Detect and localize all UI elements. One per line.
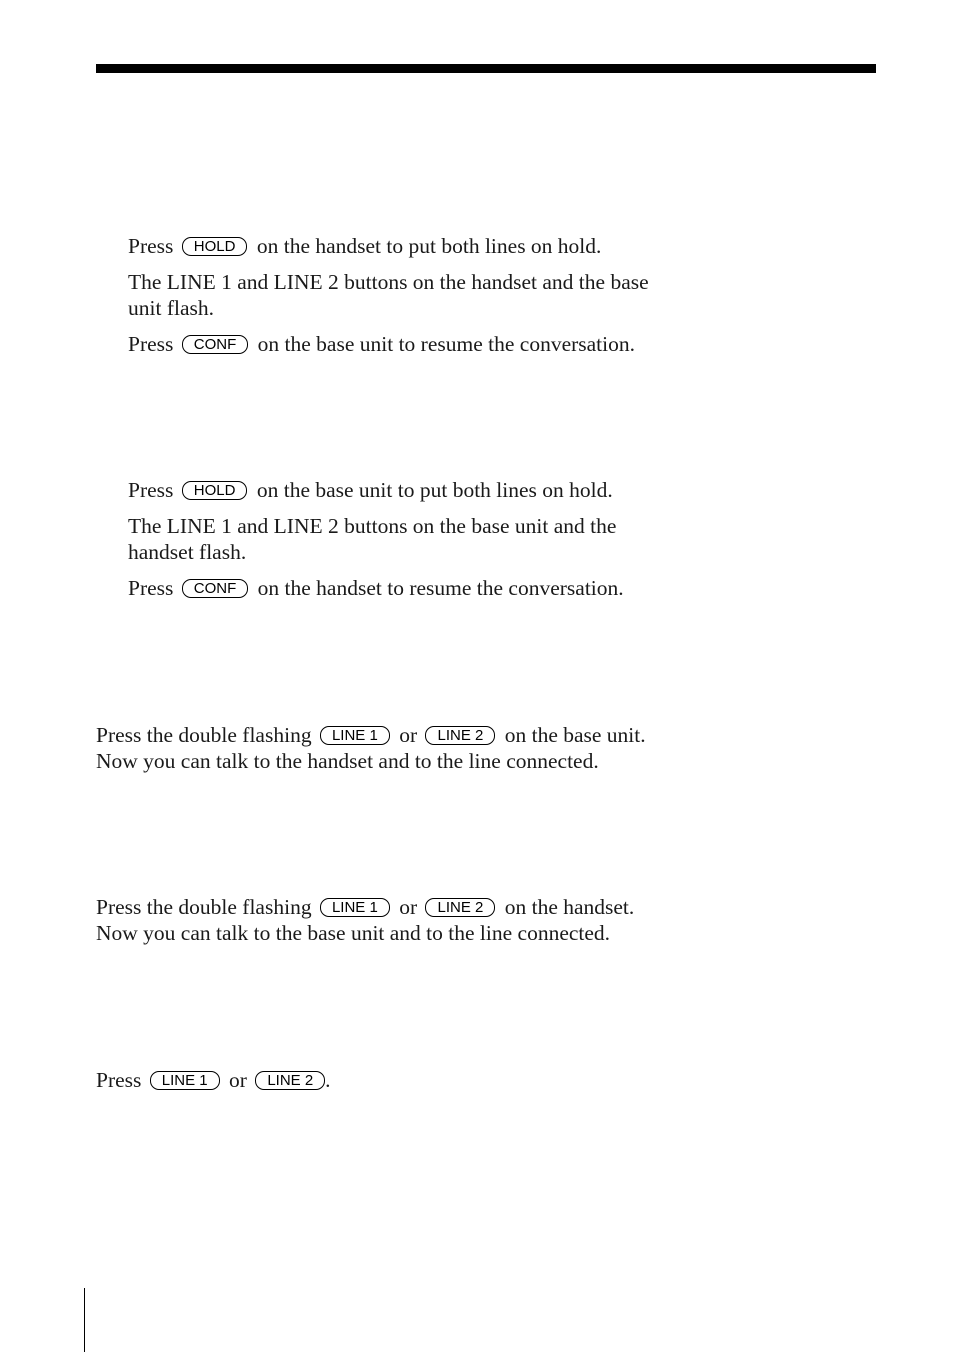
step-text: on the handset to resume the conversation. <box>257 576 624 600</box>
step-text: Press <box>96 1068 142 1092</box>
step-text: Press <box>128 332 174 356</box>
conf-key-icon: CONF <box>182 579 249 598</box>
result-flash-line1: The LINE 1 and LINE 2 buttons on the handset and the base <box>128 270 649 294</box>
conf-key-icon: CONF <box>182 335 249 354</box>
step-text: on the base unit to resume the conversation. <box>257 332 635 356</box>
step-text: Press <box>128 478 174 502</box>
line1-key-icon: LINE 1 <box>320 898 390 917</box>
hold-key-icon: HOLD <box>182 237 248 256</box>
result-talk: Now you can talk to the handset and to the line connected. <box>96 749 599 773</box>
step-conf-handset <box>128 575 624 601</box>
result-flash-line2: unit flash. <box>128 296 214 320</box>
result-flash-line2: handset flash. <box>128 540 247 564</box>
step-text: Press <box>128 576 174 600</box>
step-text: Press <box>128 234 174 258</box>
step-text: on the base unit. <box>504 723 646 747</box>
step-line-handset <box>96 894 634 920</box>
step-conf-base <box>128 331 635 357</box>
hold-key-icon: HOLD <box>182 481 248 500</box>
step-text: on the handset. <box>504 895 635 919</box>
line2-key-icon: LINE 2 <box>425 898 495 917</box>
line1-key-icon: LINE 1 <box>320 726 390 745</box>
result-talk: Now you can talk to the base unit and to the line connected. <box>96 921 611 945</box>
line2-key-icon: LINE 2 <box>425 726 495 745</box>
step-text: on the base unit to put both lines on hold. <box>256 478 613 502</box>
step-line-base <box>96 722 646 748</box>
step-line-press <box>96 1067 331 1093</box>
result-flash-line1: The LINE 1 and LINE 2 buttons on the base unit and the <box>128 514 617 538</box>
line1-key-icon: LINE 1 <box>150 1071 220 1090</box>
line2-key-icon: LINE 2 <box>255 1071 325 1090</box>
step-text: . <box>325 1068 331 1092</box>
step-text: or <box>229 1068 247 1092</box>
step-hold-base <box>128 477 613 503</box>
step-hold-handset <box>128 233 601 259</box>
header-rule <box>96 64 876 73</box>
step-text: Press the double flashing <box>96 723 312 747</box>
step-text: or <box>399 723 418 747</box>
step-text: on the handset to put both lines on hold. <box>256 234 602 258</box>
margin-rule <box>84 1288 85 1352</box>
step-text: Press the double flashing <box>96 895 312 919</box>
step-text: or <box>399 895 418 919</box>
